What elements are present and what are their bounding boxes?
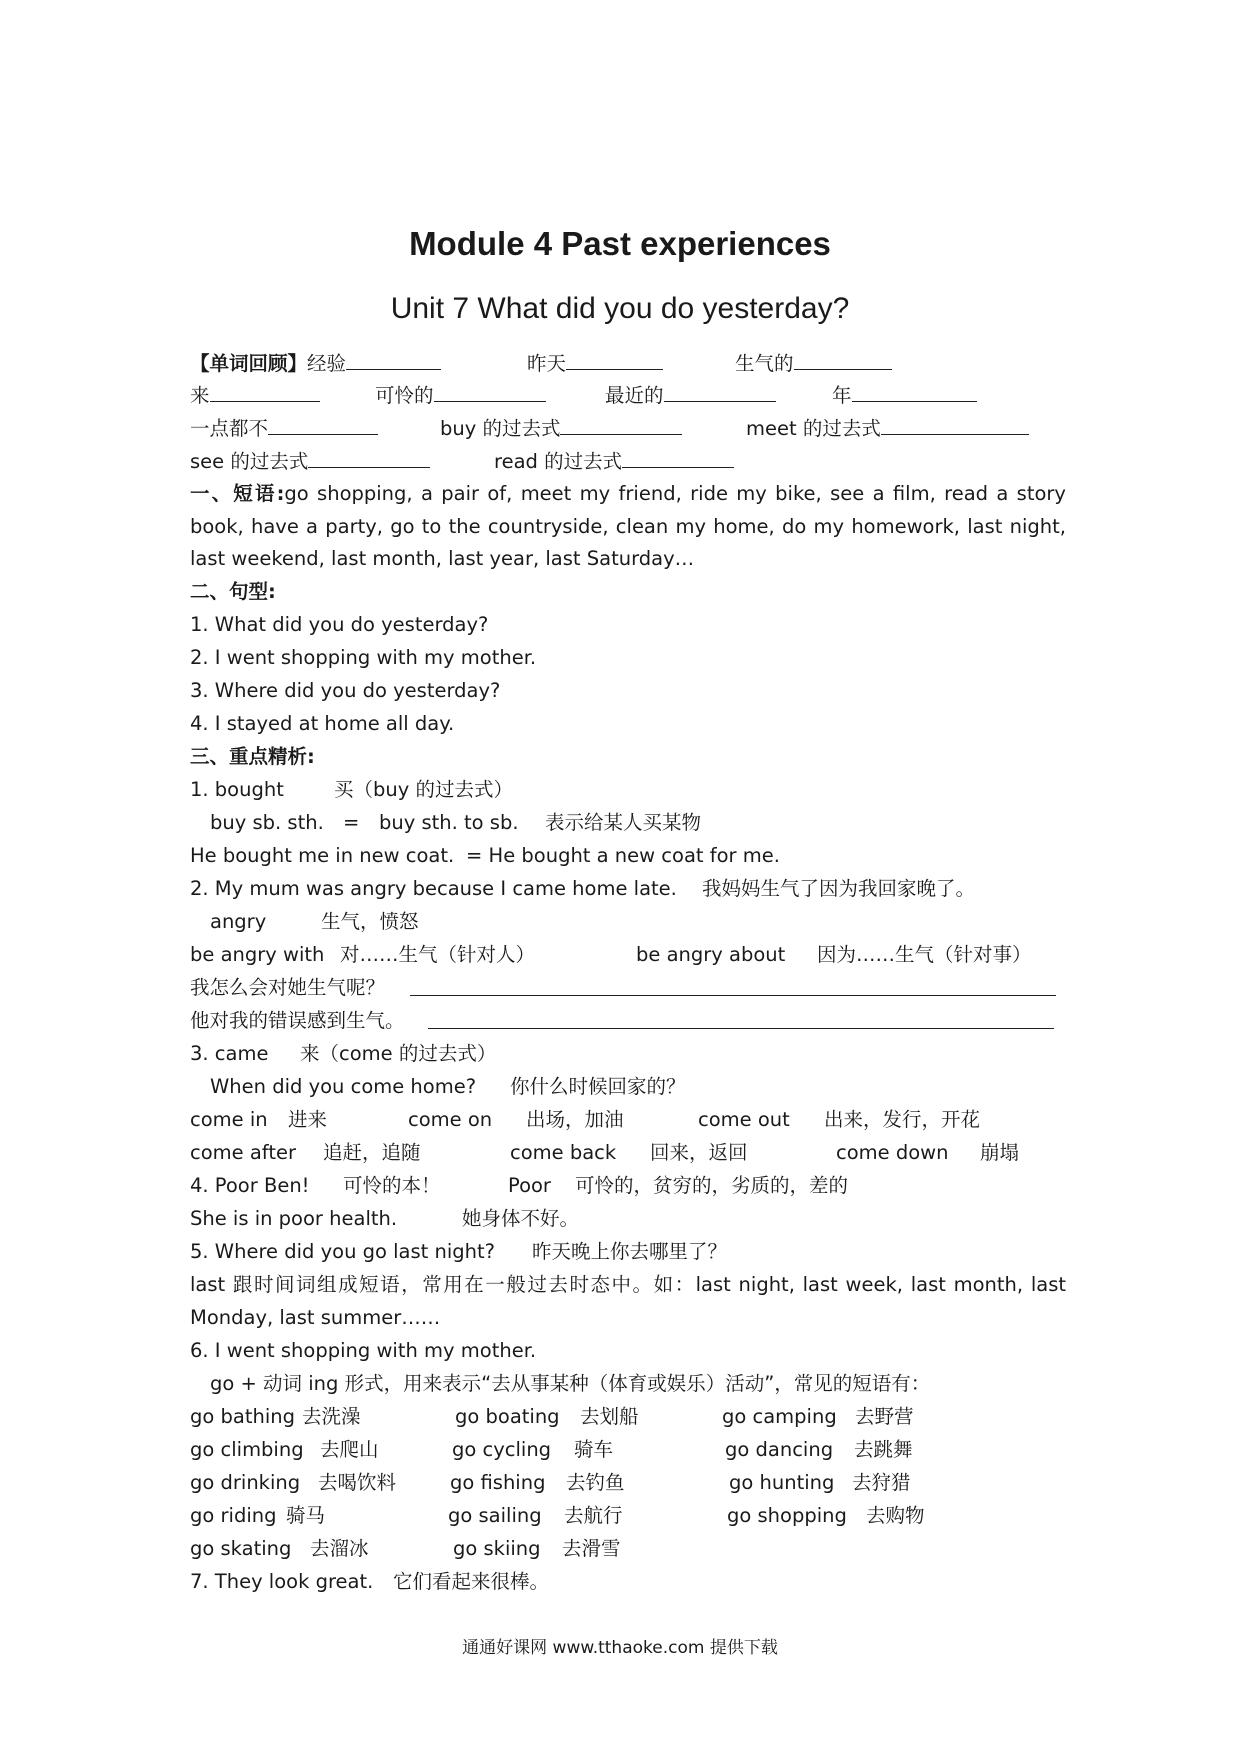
sentence-item: 1. What did you do yesterday? [190, 613, 489, 636]
point-2-question-1 [190, 973, 1070, 1003]
example-a: He bought me in new coat. [190, 844, 455, 867]
vocab-item: 经验 [307, 352, 347, 375]
phrase-cn: 去钓鱼 [566, 1471, 625, 1494]
phrase-cn: 去野营 [855, 1405, 914, 1428]
answer-line[interactable] [428, 1028, 1054, 1029]
phrase-en: go camping [722, 1405, 837, 1428]
phrase-en: go sailing [448, 1504, 542, 1527]
point-4-meaning: 可怜的，贫穷的，劣质的，差的 [575, 1174, 849, 1197]
page-title: Module 4 Past experiences [409, 225, 831, 262]
phrase-cn: 去购物 [866, 1504, 925, 1527]
answer-line[interactable] [410, 995, 1056, 996]
vocab-item: 年 [832, 384, 852, 407]
phrase-en: go climbing [190, 1438, 304, 1461]
vocab-row-3 [190, 414, 1070, 444]
point-2-line [190, 874, 1070, 904]
point-6-note: go + 动词 ing 形式，用来表示“去从事某种（体育或娱乐）活动”，常见的短语有： [210, 1372, 931, 1395]
phrases-text: go shopping, a pair of, meet my friend, ride my bike, see a film, read a story book, have a party, go to the countryside, clean my home, do my homework, last night, last weekend, last month, last year, last Saturday… [190, 482, 1066, 570]
phrase-en: come out [698, 1108, 790, 1131]
angry-with-en: be angry with [190, 943, 325, 966]
vocab-item: 来 [190, 384, 210, 407]
vocab-item: read 的过去式 [494, 450, 623, 473]
point-2-sentence: 2. My mum was angry because I came home late. [190, 877, 677, 900]
vocab-item: buy 的过去式 [440, 417, 561, 440]
phrase-cn: 骑马 [286, 1504, 326, 1527]
phrases-section [190, 478, 1066, 576]
sentence-item: 3. Where did you do yesterday? [190, 679, 501, 702]
vocab-row-2 [190, 381, 1070, 411]
vocab-blank[interactable] [308, 447, 430, 468]
example-cn: 你什么时候回家的？ [510, 1075, 686, 1098]
vocab-blank[interactable] [852, 381, 977, 402]
point-4-sentence: 4. Poor Ben! [190, 1174, 310, 1197]
phrase-en: come in [190, 1108, 268, 1131]
phrase-en: go dancing [725, 1438, 834, 1461]
phrase-cn: 去溜冰 [310, 1537, 369, 1560]
phrase-cn: 去洗澡 [302, 1405, 361, 1428]
analysis-header: 三、重点精析: [190, 745, 315, 768]
go-phrases-row-1 [190, 1402, 1070, 1432]
vocab-header: 【单词回顾】 [190, 352, 308, 375]
vocab-item: 可怜的 [375, 384, 434, 407]
sentence-item: 2. I went shopping with my mother. [190, 646, 537, 669]
vocab-item: 生气的 [735, 352, 794, 375]
point-1-meaning: 买（buy 的过去式） [334, 778, 513, 801]
phrase-cn: 出场，加油 [526, 1108, 624, 1131]
point-2-translation: 我妈妈生气了因为我回家晚了。 [702, 877, 976, 900]
point-7-line [190, 1567, 1070, 1597]
phrase-cn: 追赶，追随 [323, 1141, 421, 1164]
point-4-example [190, 1204, 1070, 1234]
phrase-en: go shopping [727, 1504, 847, 1527]
point-4-line [190, 1171, 1070, 1201]
point-3-line [190, 1039, 1070, 1069]
phrase-cn: 去滑雪 [562, 1537, 621, 1560]
pattern-note: 表示给某人买某物 [545, 811, 702, 834]
example-cn: 她身体不好。 [462, 1207, 580, 1230]
vocab-item: see 的过去式 [190, 450, 309, 473]
phrase-cn: 去狩猎 [852, 1471, 911, 1494]
phrase-cn: 崩塌 [980, 1141, 1020, 1164]
vocab-blank[interactable] [622, 447, 734, 468]
point-2-word-line [190, 907, 1070, 937]
phrase-en: come after [190, 1141, 296, 1164]
point-3-word: 3. came [190, 1042, 269, 1065]
phrase-cn: 出来，发行，开花 [824, 1108, 981, 1131]
point-7-sentence: 7. They look great. [190, 1570, 374, 1593]
vocab-item: meet 的过去式 [746, 417, 881, 440]
point-2-meaning: 生气，愤怒 [321, 910, 419, 933]
pattern-eq: = [343, 811, 360, 834]
point-1-word: 1. bought [190, 778, 284, 801]
come-phrases-row-2 [190, 1138, 1070, 1168]
phrase-cn: 去划船 [580, 1405, 639, 1428]
phrase-en: go drinking [190, 1471, 301, 1494]
phrase-cn: 骑车 [574, 1438, 614, 1461]
phrase-en: come on [408, 1108, 493, 1131]
footer-credit: 通通好课网 www.tthaoke.com 提供下载 [462, 1638, 778, 1658]
point-5-sentence: 5. Where did you go last night? [190, 1240, 496, 1263]
phrase-en: come down [836, 1141, 949, 1164]
vocab-blank[interactable] [881, 414, 1029, 435]
translate-prompt: 我怎么会对她生气呢？ [190, 976, 386, 999]
point-3-example [190, 1072, 1070, 1102]
point-2-question-2 [190, 1006, 1070, 1036]
vocab-blank[interactable] [268, 414, 378, 435]
pattern-b: buy sth. to sb. [379, 811, 519, 834]
point-5-translation: 昨天晚上你去哪里了？ [532, 1240, 728, 1263]
page-subtitle: Unit 7 What did you do yesterday? [390, 292, 850, 325]
vocab-blank[interactable] [434, 381, 546, 402]
point-7-translation: 它们看起来很棒。 [393, 1570, 550, 1593]
phrase-cn: 回来，返回 [650, 1141, 748, 1164]
vocab-blank[interactable] [664, 381, 776, 402]
phrase-cn: 去跳舞 [854, 1438, 913, 1461]
go-phrases-row-5 [190, 1534, 1070, 1564]
example-b: = He bought a new coat for me. [466, 844, 780, 867]
translate-prompt: 他对我的错误感到生气。 [190, 1009, 405, 1032]
phrase-cn: 进来 [288, 1108, 328, 1131]
vocab-item: 昨天 [527, 352, 567, 375]
phrase-en: go hunting [729, 1471, 835, 1494]
example-en: She is in poor health. [190, 1207, 398, 1230]
phrase-en: go cycling [452, 1438, 552, 1461]
angry-about-en: be angry about [636, 943, 786, 966]
phrases-header: 一、短语: [190, 482, 285, 505]
sentence-item: 4. I stayed at home all day. [190, 712, 455, 735]
phrase-en: go bathing [190, 1405, 295, 1428]
point-1-example [190, 841, 1070, 871]
point-6-sentence: 6. I went shopping with my mother. [190, 1339, 537, 1362]
point-5-line [190, 1237, 1070, 1267]
vocab-item: 最近的 [605, 384, 664, 407]
phrase-cn: 去爬山 [320, 1438, 379, 1461]
vocab-item: 一点都不 [190, 417, 269, 440]
vocab-row-4 [190, 447, 1070, 477]
point-1-line [190, 775, 1070, 805]
angry-about-cn: 因为……生气（针对事） [817, 943, 1032, 966]
point-2-usage [190, 940, 1070, 970]
vocab-blank[interactable] [566, 349, 663, 370]
phrase-cn: 去喝饮料 [318, 1471, 397, 1494]
vocab-blank[interactable] [346, 349, 441, 370]
point-5-note: last 跟时间词组成短语，常用在一般过去时态中。如：last night, last week, last month, last Monday, last summer…… [190, 1273, 1066, 1329]
sentences-header: 二、句型: [190, 580, 276, 603]
phrase-cn: 去航行 [564, 1504, 623, 1527]
example-en: When did you come home? [210, 1075, 477, 1098]
phrase-en: come back [510, 1141, 617, 1164]
point-1-pattern [190, 808, 1070, 838]
vocab-blank[interactable] [210, 381, 320, 402]
phrase-en: go boating [455, 1405, 560, 1428]
phrase-en: go skating [190, 1537, 292, 1560]
angry-with-cn: 对……生气（针对人） [340, 943, 536, 966]
go-phrases-row-3 [190, 1468, 1070, 1498]
point-2-word: angry [210, 910, 267, 933]
vocab-row-1 [190, 349, 1070, 379]
point-3-meaning: 来（come 的过去式） [300, 1042, 497, 1065]
point-4-word: Poor [508, 1174, 551, 1197]
point-4-translation: 可怜的本！ [343, 1174, 441, 1197]
vocab-blank[interactable] [560, 414, 682, 435]
vocab-blank[interactable] [794, 349, 892, 370]
come-phrases-row-1 [190, 1105, 1070, 1135]
phrase-en: go fishing [450, 1471, 546, 1494]
go-phrases-row-4 [190, 1501, 1070, 1531]
phrase-en: go riding [190, 1504, 277, 1527]
phrase-en: go skiing [453, 1537, 541, 1560]
pattern-a: buy sb. sth. [210, 811, 324, 834]
go-phrases-row-2 [190, 1435, 1070, 1465]
